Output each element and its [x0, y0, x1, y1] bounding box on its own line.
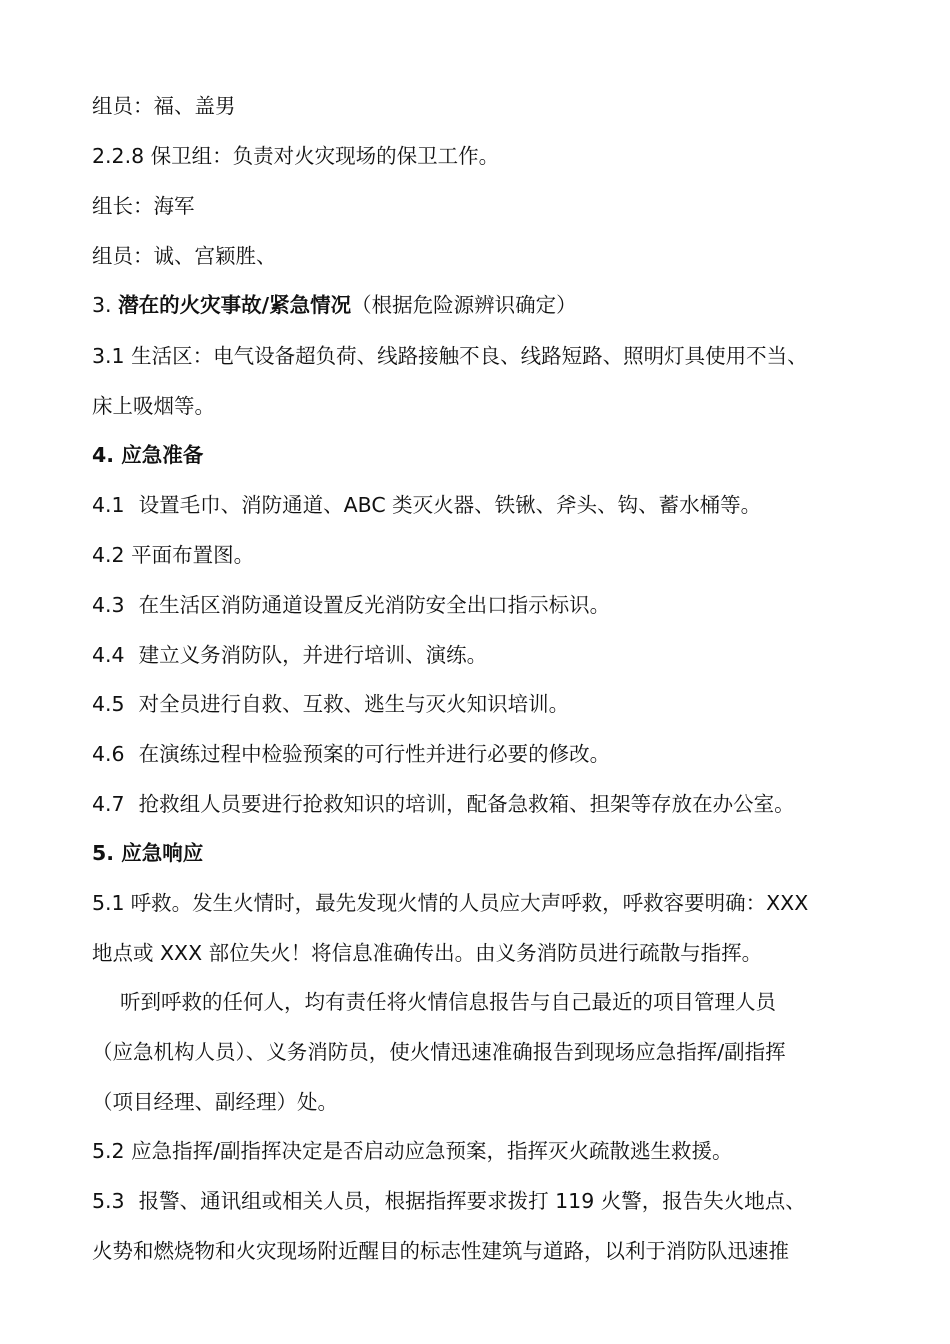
text-line-4-7: 4.7 抢救组人员要进行抢救知识的培训，配备急救箱、担架等存放在办公室。	[92, 792, 795, 816]
text-line-paragraph-3: （项目经理、副经理）处。	[92, 1090, 338, 1114]
text-line-5-3: 5.3 报警、通讯组或相关人员，根据指挥要求拨打 119 火警，报告失火地点、	[92, 1189, 806, 1213]
text-line-security-group: 2.2.8 保卫组：负责对火灾现场的保卫工作。	[92, 144, 500, 168]
text-line-paragraph-2: （应急机构人员）、义务消防员，使火情迅速准确报告到现场应急指挥/副指挥	[92, 1040, 786, 1064]
text-line-4-5: 4.5 对全员进行自救、互救、逃生与灭火知识培训。	[92, 692, 570, 716]
text-line-members-1: 组员：福、盖男	[92, 94, 236, 118]
text-line-4-1: 4.1 设置毛巾、消防通道、ABC 类灭火器、铁锹、斧头、钩、蓄水桶等。	[92, 493, 762, 517]
text-line-4-3: 4.3 在生活区消防通道设置反光消防安全出口指示标识。	[92, 593, 611, 617]
section-heading-5: 5. 应急响应	[92, 841, 204, 865]
text-line-5-1-cont: 地点或 XXX 部位失火！将信息准确传出。由义务消防员进行疏散与指挥。	[92, 941, 763, 965]
text-line-members-2: 组员：诚、宫颖胜、	[92, 244, 277, 268]
section-heading-4: 4. 应急准备	[92, 443, 204, 467]
section-heading-3	[92, 290, 892, 320]
text-line-5-3-cont: 火势和燃烧物和火灾现场附近醒目的标志性建筑与道路，以利于消防队迅速推	[92, 1239, 789, 1263]
text-line-paragraph-1: 听到呼救的任何人，均有责任将火情信息报告与自己最近的项目管理人员	[120, 990, 776, 1014]
section-note: （根据危险源辨识确定）	[351, 293, 577, 317]
text-line-5-2: 5.2 应急指挥/副指挥决定是否启动应急预案，指挥灭火疏散逃生救援。	[92, 1139, 733, 1163]
text-line-group-leader: 组长：海军	[92, 194, 195, 218]
text-line-4-6: 4.6 在演练过程中检验预案的可行性并进行必要的修改。	[92, 742, 611, 766]
text-line-5-1: 5.1 呼救。发生火情时，最先发现火情的人员应大声呼救，呼救容要明确：XXX	[92, 891, 809, 915]
text-line-4-2: 4.2 平面布置图。	[92, 543, 255, 567]
text-line-3-1: 3.1 生活区：电气设备超负荷、线路接触不良、线路短路、照明灯具使用不当、	[92, 344, 808, 368]
section-number: 3.	[92, 293, 112, 317]
text-line-3-1-cont: 床上吸烟等。	[92, 394, 215, 418]
text-line-4-4: 4.4 建立义务消防队，并进行培训、演练。	[92, 643, 488, 667]
section-title: 潜在的火灾事故/紧急情况	[118, 293, 352, 317]
